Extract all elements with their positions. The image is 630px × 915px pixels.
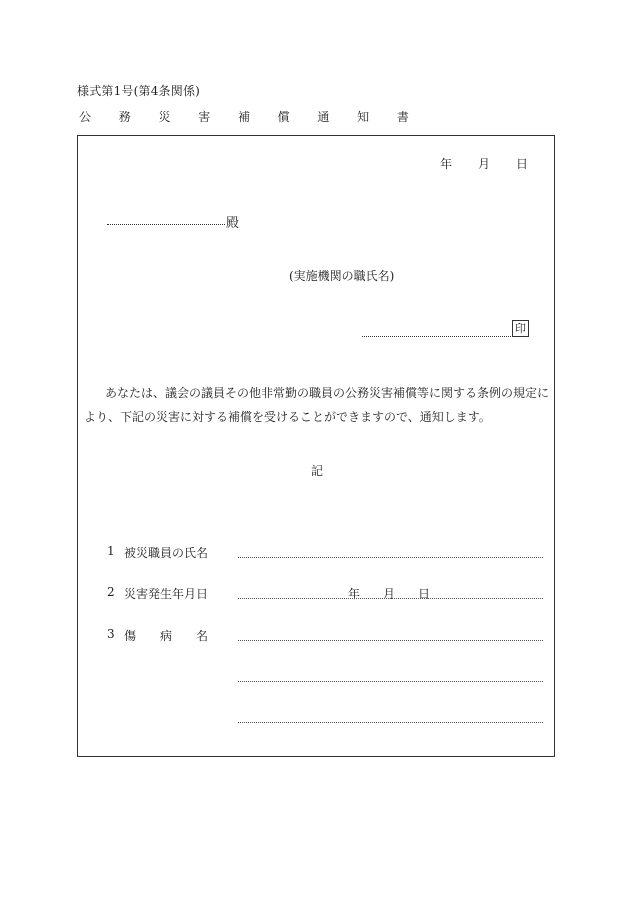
- injury-name-line-1[interactable]: [238, 640, 543, 641]
- body-text-line-2: より、下記の災害に対する補償を受けることができますので、通知します。: [84, 410, 491, 424]
- date-month-label: 月: [477, 157, 490, 171]
- date-year-label: 年: [348, 587, 361, 601]
- date-day-label: 日: [417, 587, 430, 601]
- item-3-label: [124, 627, 208, 644]
- body-text-line-1: あなたは、議会の議員その他非常勤の職員の公務災害補償等に関する条例の規定に: [105, 386, 550, 400]
- title-char: 務: [118, 110, 131, 124]
- title-char: 災: [158, 110, 171, 124]
- victim-name-line[interactable]: [238, 557, 543, 558]
- document-title: [79, 108, 409, 125]
- seal-mark: 印: [512, 320, 529, 337]
- date-month-label: 月: [382, 587, 395, 601]
- agency-officer-line[interactable]: [362, 336, 511, 337]
- item-3-label-char: 傷: [124, 629, 137, 643]
- agency-officer-label: (実施機関の職氏名): [289, 269, 395, 283]
- injury-name-line-2[interactable]: [238, 681, 543, 682]
- title-char: 知: [357, 110, 370, 124]
- date-year-label: 年: [440, 157, 453, 171]
- incident-date-line[interactable]: [238, 598, 543, 599]
- item-1-label: 被災職員の氏名: [124, 546, 209, 560]
- ki-heading: 記: [311, 464, 324, 478]
- recipient-honorific: 殿: [226, 216, 240, 231]
- title-char: 害: [198, 110, 211, 124]
- form-number-label: 様式第1号(第4条関係): [77, 84, 201, 98]
- item-2-label: 災害発生年月日: [124, 587, 209, 601]
- item-2-number: 2: [107, 585, 115, 599]
- item-3-number: 3: [107, 627, 115, 641]
- title-char: 公: [79, 110, 92, 124]
- item-3-label-char: 病: [159, 629, 172, 643]
- injury-name-line-3[interactable]: [238, 722, 543, 723]
- title-char: 償: [277, 110, 290, 124]
- item-1-number: 1: [107, 544, 115, 558]
- date-day-label: 日: [515, 157, 528, 171]
- form-border: [77, 135, 555, 757]
- title-char: 補: [237, 110, 250, 124]
- title-char: 通: [317, 110, 330, 124]
- title-char: 書: [396, 110, 409, 124]
- item-3-label-char: 名: [195, 629, 208, 643]
- recipient-name-line[interactable]: [107, 224, 225, 225]
- incident-date: [348, 585, 430, 602]
- issue-date: [440, 155, 528, 172]
